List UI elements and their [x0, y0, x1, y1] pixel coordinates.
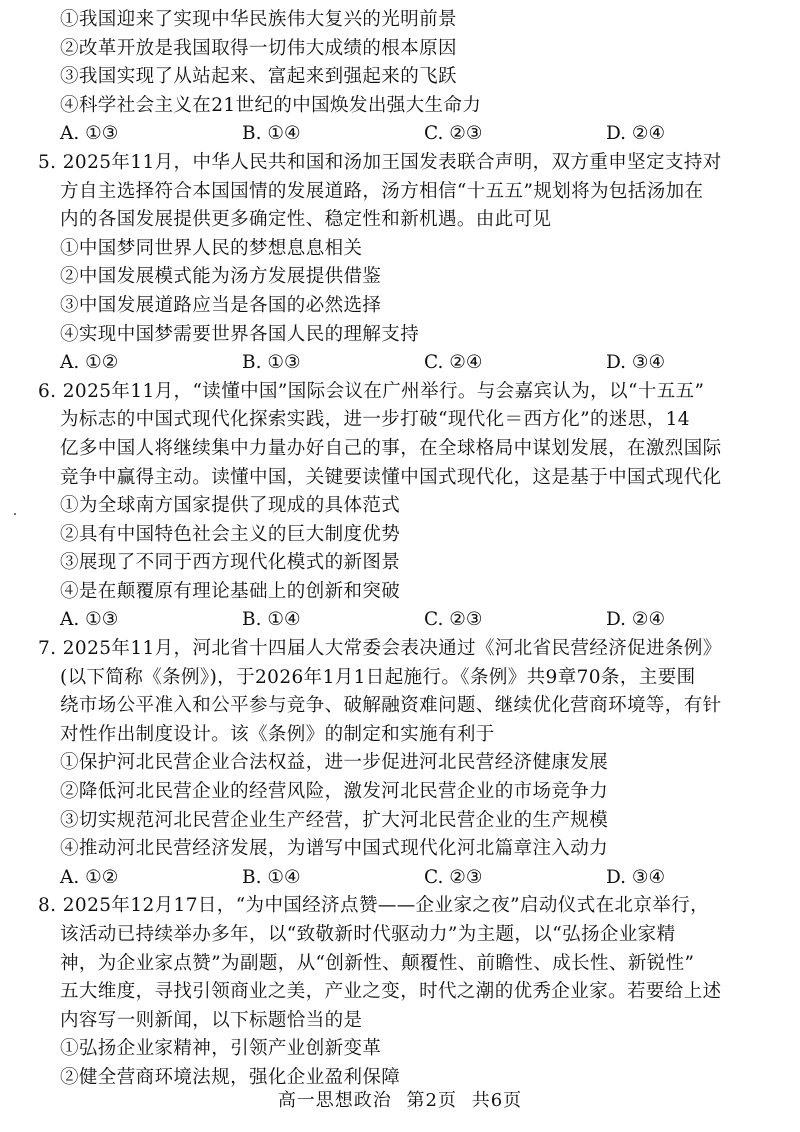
- q6-option-3: ③展现了不同于西方现代化模式的新图景: [60, 552, 401, 574]
- q8-stem-line-1: 8. 2025年12月17日，“为中国经济点赞——企业家之夜”启动仪式在北京举行，: [38, 895, 710, 917]
- q6-stem-line-1: 6. 2025年11月，“读懂中国”国际会议在广州举行。与会嘉宾认为，以“十五五”: [38, 380, 705, 402]
- q6-option-1: ①为全球南方国家提供了现成的具体范式: [60, 495, 401, 517]
- q6-stem-line-4: 竞争中赢得主动。读懂中国，关键要读懂中国式现代化，这是基于中国式现代化: [60, 466, 722, 488]
- question-5: [38, 149, 760, 378]
- q7-choice-b: B. ①④: [242, 866, 301, 888]
- q7-choices: [60, 864, 760, 893]
- q5-option-2: ②中国发展模式能为汤方发展提供借鉴: [60, 266, 382, 288]
- q4-choice-a: A. ①③: [60, 123, 119, 145]
- q7-option-3: ③切实规范河北民营企业生产经营，扩大河北民营企业的生产规模: [60, 809, 609, 831]
- footer-page-number: 第2页: [406, 1090, 457, 1111]
- q6-option-2: ②具有中国特色社会主义的巨大制度优势: [60, 523, 401, 545]
- q7-choice-c: C. ②③: [424, 866, 483, 888]
- q7-option-4: ④推动河北民营经济发展，为谱写中国式现代化河北篇章注入动力: [60, 838, 609, 860]
- q6-choices: [60, 606, 760, 635]
- q4-option-2: ②改革开放是我国取得一切伟大成绩的根本原因: [60, 37, 457, 59]
- q5-choice-a: A. ①②: [60, 352, 119, 374]
- q6-option-4: ④是在颠覆原有理论基础上的创新和突破: [60, 580, 401, 602]
- q5-choice-b: B. ①③: [242, 352, 301, 374]
- q5-choices: [60, 349, 760, 378]
- question-6: [38, 378, 760, 635]
- scan-speck: [14, 513, 16, 515]
- q7-stem-line-1: 7. 2025年11月，河北省十四届人大常委会表决通过《河北省民营经济促进条例》: [38, 638, 722, 660]
- q4-option-4: ④科学社会主义在21世纪的中国焕发出强大生命力: [60, 94, 482, 116]
- q6-choice-a: A. ①③: [60, 609, 119, 631]
- q6-choice-c: C. ②③: [424, 609, 483, 631]
- q5-choice-c: C. ②④: [424, 352, 483, 374]
- q5-stem-line-2: 方自主选择符合本国国情的发展道路，汤方相信“十五五”规划将为包括汤加在: [60, 180, 704, 202]
- question-4: [60, 6, 760, 149]
- q8-stem-line-4: 五大维度，寻找引领商业之美，产业之变，时代之潮的优秀企业家。若要给上述: [60, 981, 722, 1003]
- q8-stem-line-3: 神，为企业家点赞”为副题，从“创新性、颠覆性、前瞻性、成长性、新锐性”: [60, 952, 695, 974]
- page-footer: [0, 1086, 800, 1112]
- q7-option-1: ①保护河北民营企业合法权益，进一步促进河北民营经济健康发展: [60, 752, 609, 774]
- question-7: [38, 635, 760, 892]
- q8-stem-line-2: 该活动已持续举办多年，以“致敬新时代驱动力”为主题，以“弘扬企业家精: [60, 924, 676, 945]
- q6-choice-d: D. ②④: [606, 609, 666, 631]
- q4-choices: [60, 120, 760, 149]
- footer-subject: 高一思想政治: [277, 1090, 392, 1111]
- q5-stem-line-1: 5. 2025年11月，中华人民共和国和汤加王国发表联合声明，双方重申坚定支持对: [38, 151, 722, 173]
- q7-choice-a: A. ①②: [60, 866, 119, 888]
- q6-stem-line-3: 亿多中国人将继续集中力量办好自己的事，在全球格局中谋划发展，在激烈国际: [60, 437, 722, 459]
- q7-stem-line-2: (以下简称《条例》)，于2026年1月1日起施行。《条例》共9章70条，主要围: [60, 666, 696, 688]
- q5-stem-line-3: 内的各国发展提供更多确定性、稳定性和新机遇。由此可见: [60, 209, 552, 231]
- q7-stem-line-4: 对性作出制度设计。该《条例》的制定和实施有利于: [60, 723, 495, 745]
- q5-choice-d: D. ③④: [606, 352, 666, 374]
- q4-option-1: ①我国迎来了实现中华民族伟大复兴的光明前景: [60, 9, 457, 30]
- q5-option-1: ①中国梦同世界人民的梦想息息相关: [60, 237, 363, 259]
- q5-option-4: ④实现中国梦需要世界各国人民的理解支持: [60, 323, 420, 345]
- q6-stem-line-2: 为标志的中国式现代化探索实践，进一步打破“现代化＝西方化”的迷思，14: [60, 409, 690, 431]
- q4-choice-b: B. ①④: [242, 123, 301, 145]
- q6-choice-b: B. ①④: [242, 609, 301, 631]
- q8-option-1: ①弘扬企业家精神，引领产业创新变革: [60, 1038, 382, 1060]
- q4-choice-d: D. ②④: [606, 123, 666, 145]
- q4-choice-c: C. ②③: [424, 123, 483, 145]
- q4-option-3: ③我国实现了从站起来、富起来到强起来的飞跃: [60, 66, 457, 88]
- q5-option-3: ③中国发展道路应当是各国的必然选择: [60, 294, 382, 316]
- q8-stem-line-5: 内容写一则新闻，以下标题恰当的是: [60, 1009, 363, 1031]
- question-8: [38, 892, 760, 1092]
- q8-option-2: ②健全营商环境法规，强化企业盈利保障: [60, 1066, 401, 1088]
- q7-option-2: ②降低河北民营企业的经营风险，激发河北民营企业的市场竞争力: [60, 781, 609, 803]
- q7-stem-line-3: 绕市场公平准入和公平参与竞争、破解融资难问题、继续优化营商环境等，有针: [60, 695, 722, 717]
- q7-choice-d: D. ③④: [606, 866, 666, 888]
- footer-total-pages: 共6页: [471, 1090, 523, 1111]
